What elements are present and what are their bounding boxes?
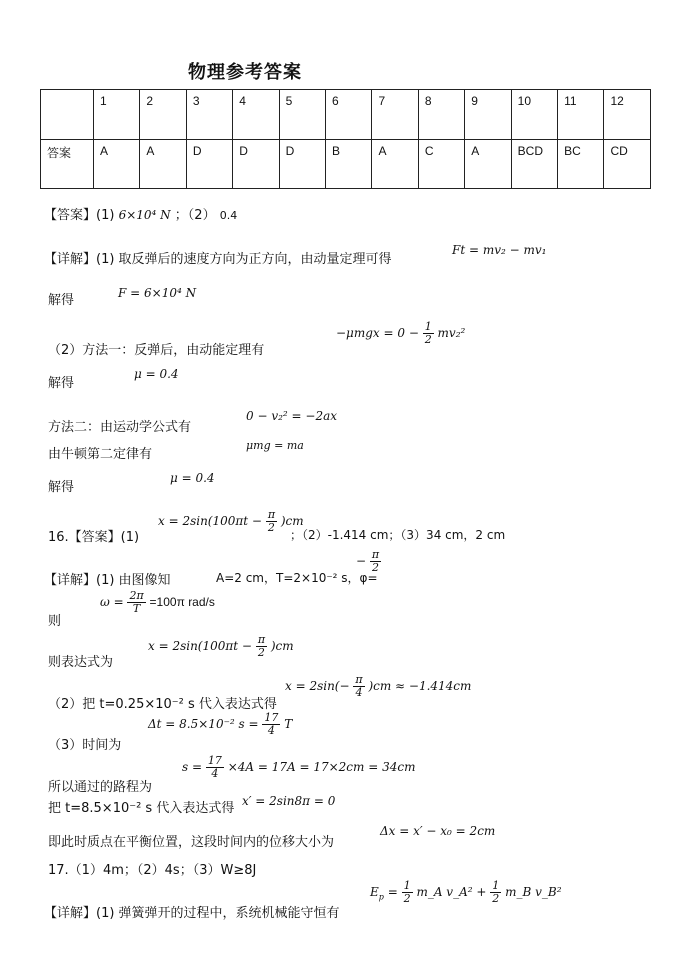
formula-part: s = (182, 760, 203, 774)
formula-part: m_B v_B² (505, 885, 562, 899)
table-cell: B (326, 139, 372, 189)
fraction (256, 634, 267, 659)
fraction-numerator: 1 (403, 879, 411, 892)
table-header-cell: 6 (326, 90, 372, 140)
q16-answer-label: 16.【答案】(1) (48, 530, 140, 545)
q16-path-text: 所以通过的路程为 (48, 780, 153, 795)
fraction-numerator: π (257, 633, 266, 646)
q15-force-result: F = 6×10⁴ N (118, 286, 197, 300)
table-header-cell: 8 (418, 90, 464, 140)
fraction-denominator: T (132, 602, 141, 615)
table-cell: A (94, 139, 140, 189)
fraction-denominator: 4 (211, 767, 219, 780)
table-header-cell: 7 (372, 90, 418, 140)
q15-newton-formula: μmg = ma (246, 439, 304, 452)
fraction-numerator: 1 (424, 320, 432, 333)
q15-mu-result: μ = 0.4 (134, 367, 179, 381)
answer-table-header-row (41, 90, 651, 140)
fraction-denominator: 2 (257, 646, 265, 659)
q16-sub2-text: 把 t=8.5×10⁻² s 代入表达式得 (48, 801, 235, 816)
formula-part: −μmgx = 0 − (336, 326, 419, 340)
q15-newton-text: 由牛顿第二定律有 (48, 447, 153, 462)
fraction (370, 549, 381, 574)
fraction (423, 321, 434, 346)
fraction (262, 712, 280, 737)
formula-subscript: p (378, 892, 384, 902)
answer-table (40, 89, 651, 189)
table-cell: BC (558, 139, 604, 189)
fraction (266, 509, 277, 534)
table-header-cell: 9 (465, 90, 511, 140)
formula-part: x = 2sin(100πt − (158, 514, 262, 528)
fraction (490, 880, 501, 905)
q16-sub-formula (285, 674, 471, 699)
table-cell: 答案 (41, 139, 94, 189)
q16-path-formula (182, 755, 415, 780)
fraction-numerator: π (371, 548, 380, 561)
fraction-denominator: 2 (424, 333, 432, 346)
formula-part: =100π rad/s (149, 595, 215, 609)
q16-time-text: （3）时间为 (48, 738, 122, 753)
formula-part: + (476, 885, 487, 899)
solve-label: 解得 (48, 293, 75, 308)
table-header-cell: 11 (558, 90, 604, 140)
q16-expr-formula (148, 634, 294, 659)
formula-part: ω = (100, 595, 124, 609)
q16-phi-value (356, 549, 381, 574)
formula-part: − (356, 554, 367, 568)
q16-omega-formula (100, 590, 215, 615)
formula-part: T (284, 717, 293, 731)
table-header-cell: 12 (604, 90, 651, 140)
table-cell: D (279, 139, 325, 189)
fraction (127, 590, 145, 615)
q16-disp-formula: Δx = x′ − x₀ = 2cm (380, 824, 496, 838)
q17-answer-line: 17.（1）4m；（2）4s；（3）W≥8J (48, 863, 257, 878)
fraction (402, 880, 413, 905)
table-cell: A (140, 139, 186, 189)
q16-sub-text: （2）把 t=0.25×10⁻² s 代入表达式得 (48, 697, 277, 712)
table-header-cell: 4 (233, 90, 279, 140)
table-header-cell: 10 (511, 90, 557, 140)
page-title: 物理参考答案 (188, 62, 302, 83)
table-header-cell: 2 (140, 90, 186, 140)
formula-part: m_A v_A² (416, 885, 473, 899)
q15-energy-formula (336, 321, 465, 346)
answer-label: 【答案】(1) (44, 208, 115, 223)
q17-detail-text: 【详解】(1) 弹簧弹开的过程中，系统机械能守恒有 (44, 906, 340, 921)
table-cell: D (186, 139, 232, 189)
fraction-numerator: 1 (492, 879, 500, 892)
q16-detail-text: 【详解】(1) 由图像知 (44, 573, 171, 588)
table-cell: A (465, 139, 511, 189)
fraction-denominator: 4 (267, 724, 275, 737)
table-header-cell (41, 90, 94, 140)
q16-disp-text: 即此时质点在平衡位置，这段时间内的位移大小为 (48, 835, 335, 850)
solve-label: 解得 (48, 376, 75, 391)
q15-method1-text: （2）方法一：反弹后，由动能定理有 (48, 343, 265, 358)
fraction-denominator: 2 (403, 892, 411, 905)
formula-part: )cm (270, 639, 294, 653)
q16-answer-formula (158, 509, 304, 534)
fraction-numerator: π (355, 673, 363, 686)
fraction-numerator: 17 (264, 711, 279, 724)
fraction-denominator: 2 (492, 892, 500, 905)
fraction-denominator: 2 (372, 561, 379, 574)
formula-part: )cm ≈ −1.414cm (368, 679, 472, 693)
fraction-denominator: 4 (355, 686, 363, 699)
answer-separator: ；（2） (174, 208, 216, 223)
q16-sub2-formula: x′ = 2sin8π = 0 (242, 794, 336, 808)
then-label: 则 (48, 614, 62, 629)
formula-part: = (387, 885, 398, 899)
formula-part: ×4A = 17A = 17×2cm = 34cm (227, 760, 416, 774)
table-header-cell: 5 (279, 90, 325, 140)
formula-part: )cm (280, 514, 304, 528)
answer-table-answer-row (41, 139, 651, 189)
q15-answer-line (44, 204, 237, 223)
formula-part: x = 2sin(− (285, 679, 350, 693)
table-cell: A (372, 139, 418, 189)
table-cell: CD (604, 139, 651, 189)
formula-part: mv₂² (437, 326, 466, 340)
table-cell: D (233, 139, 279, 189)
q15-momentum-formula: Ft = mv₂ − mv₁ (452, 243, 547, 257)
formula-part: x = 2sin(100πt − (148, 639, 252, 653)
q17-energy-formula (370, 880, 562, 905)
fraction-numerator: π (267, 508, 276, 521)
fraction-numerator: 17 (207, 754, 222, 767)
fraction (353, 674, 364, 699)
q16-expr-label: 则表达式为 (48, 655, 114, 670)
answer-value: 0.4 (219, 209, 238, 222)
q15-mu-result: μ = 0.4 (170, 471, 215, 485)
formula-part: Δt = 8.5×10⁻² s = (148, 717, 259, 731)
table-cell: C (418, 139, 464, 189)
fraction (206, 755, 224, 780)
formula-part: E (370, 885, 379, 899)
q15-detail-text: 【详解】(1) 取反弹后的速度方向为正方向，由动量定理可得 (44, 252, 392, 267)
solve-label: 解得 (48, 480, 75, 495)
table-cell: BCD (511, 139, 557, 189)
table-header-cell: 3 (186, 90, 232, 140)
table-header-cell: 1 (94, 90, 140, 140)
q16-detail-values: A=2 cm，T=2×10⁻² s，φ= (216, 571, 378, 585)
answer-value: 6×10⁴ N (118, 208, 171, 222)
fraction-denominator: 2 (267, 521, 275, 534)
fraction-numerator: 2π (129, 589, 144, 602)
q15-kinematics-formula: 0 − v₂² = −2ax (246, 409, 338, 423)
q16-time-formula (148, 712, 292, 737)
q16-answer-rest: ；（2）-1.414 cm；（3）34 cm，2 cm (290, 528, 506, 542)
q15-method2-text: 方法二：由运动学公式有 (48, 420, 192, 435)
